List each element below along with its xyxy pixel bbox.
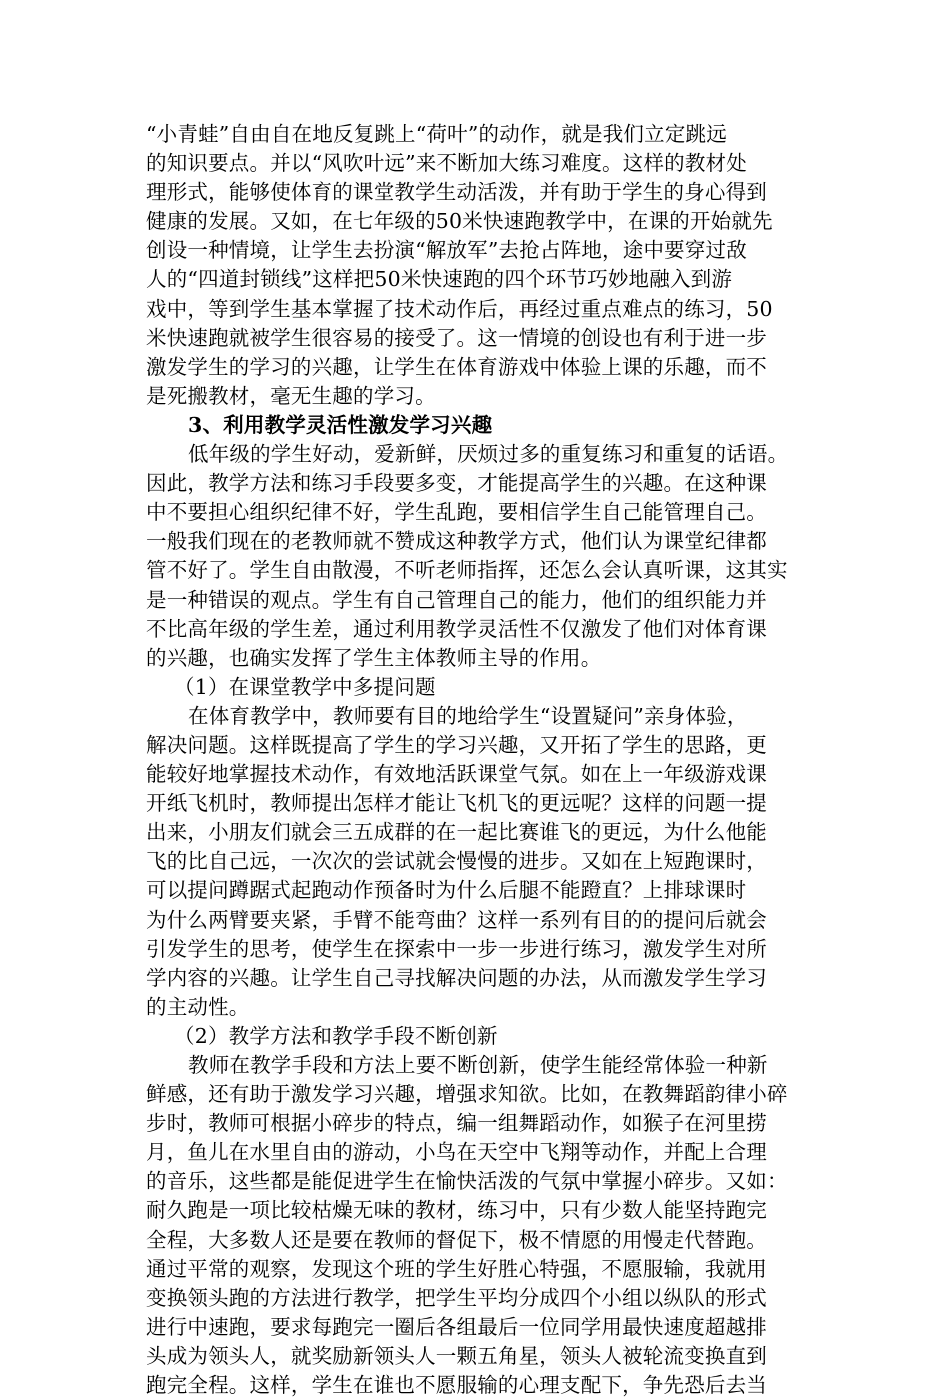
text-line: 可以提问蹲踞式起跑动作预备时为什么后腿不能蹬直？上排球课时 <box>146 878 747 903</box>
text-line: 跑完全程。这样，学生在谁也不愿服输的心理支配下，争先恐后去当 <box>146 1373 767 1398</box>
section-heading: 3、利用教学灵活性激发学习兴趣 <box>188 412 493 437</box>
document-body <box>146 120 806 1400</box>
paragraph-continuation <box>146 120 806 411</box>
text-line: 米快速跑就被学生很容易的接受了。这一情境的创设也有利于进一步 <box>146 325 767 350</box>
text-line: 耐久跑是一项比较枯燥无味的教材，练习中，只有少数人能坚持跑完 <box>146 1198 767 1223</box>
paragraph-flexibility <box>146 440 806 673</box>
text-line: 引发学生的思考，使学生在探索中一步一步进行练习，激发学生对所 <box>146 936 767 961</box>
text-line: 步时，教师可根据小碎步的特点，编一组舞蹈动作，如猴子在河里捞 <box>146 1111 767 1136</box>
text-line: 通过平常的观察，发现这个班的学生好胜心特强，不愿服输，我就用 <box>146 1256 767 1281</box>
text-line: 教师在教学手段和方法上要不断创新，使学生能经常体验一种新 <box>188 1053 768 1077</box>
text-line: 鲜感，还有助于激发学习兴趣，增强求知欲。比如，在教舞蹈韵律小碎 <box>146 1082 788 1107</box>
text-line: 能较好地掌握技术动作，有效地活跃课堂气氛。如在上一年级游戏课 <box>146 762 767 787</box>
text-line: 变换领头跑的方法进行教学，把学生平均分成四个小组以纵队的形式 <box>146 1285 767 1310</box>
text-line: 的音乐，这些都是能促进学生在愉快活泼的气氛中掌握小碎步。又如： <box>146 1169 788 1194</box>
text-line: “小青蛙”自由自在地反复跳上“荷叶”的动作，就是我们立定跳远 <box>146 122 727 146</box>
text-line: 的主动性。 <box>146 994 250 1019</box>
text-line: 不比高年级的学生差，通过利用教学灵活性不仅激发了他们对体育课 <box>146 616 767 641</box>
text-line: 一般我们现在的老教师就不赞成这种教学方式，他们认为课堂纪律都 <box>146 529 767 554</box>
text-line: 是死搬教材，毫无生趣的学习。 <box>146 383 436 408</box>
paragraph-innovation <box>146 1051 806 1400</box>
subsection-heading: （2）教学方法和教学手段不断创新 <box>174 1023 498 1048</box>
text-line: 头成为领头人，就奖励新领头人一颗五角星，领头人被轮流变换直到 <box>146 1343 767 1368</box>
text-line: 的兴趣，也确实发挥了学生主体教师主导的作用。 <box>146 645 602 670</box>
text-line: 全程，大多数人还是要在教师的督促下，极不情愿的用慢走代替跑。 <box>146 1227 767 1252</box>
text-line: 戏中，等到学生基本掌握了技术动作后，再经过重点难点的练习，50 <box>146 296 773 321</box>
text-line: 是一种错误的观点。学生有自己管理自己的能力，他们的组织能力并 <box>146 587 767 612</box>
text-line: 飞的比自己远，一次次的尝试就会慢慢的进步。又如在上短跑课时， <box>146 849 767 874</box>
text-line: 健康的发展。又如，在七年级的50米快速跑教学中，在课的开始就先 <box>146 209 773 234</box>
text-line: 因此，教学方法和练习手段要多变，才能提高学生的兴趣。在这种课 <box>146 471 767 496</box>
text-line: 的知识要点。并以“风吹叶远”来不断加大练习难度。这样的教材处 <box>146 151 747 176</box>
text-line: 开纸飞机时，教师提出怎样才能让飞机飞的更远呢？这样的问题一提 <box>146 791 767 816</box>
text-line: 出来，小朋友们就会三五成群的在一起比赛谁飞的更远，为什么他能 <box>146 820 767 845</box>
text-line: 管不好了。学生自由散漫，不听老师指挥，还怎么会认真听课，这其实 <box>146 558 788 583</box>
text-line: 创设一种情境，让学生去扮演“解放军”去抢占阵地，途中要穿过敌 <box>146 238 747 263</box>
text-line: 低年级的学生好动，爱新鲜，厌烦过多的重复练习和重复的话语。 <box>188 442 789 467</box>
text-line: 激发学生的学习的兴趣，让学生在体育游戏中体验上课的乐趣，而不 <box>146 354 767 379</box>
text-line: 理形式，能够使体育的课堂教学生动活泼，并有助于学生的身心得到 <box>146 180 767 205</box>
text-line: 人的“四道封锁线”这样把50米快速跑的四个环节巧妙地融入到游 <box>146 267 733 292</box>
text-line: 在体育教学中，教师要有目的地给学生“设置疑问”亲身体验， <box>188 703 748 728</box>
text-line: 进行中速跑，要求每跑完一圈后各组最后一位同学用最快速度超越排 <box>146 1314 767 1339</box>
subsection-heading: （1）在课堂教学中多提问题 <box>174 674 436 699</box>
text-line: 月，鱼儿在水里自由的游动，小鸟在天空中飞翔等动作，并配上合理 <box>146 1140 767 1165</box>
paragraph-questions <box>146 702 806 1022</box>
text-line: 为什么两臂要夹紧，手臂不能弯曲？这样一系列有目的的提问后就会 <box>146 907 767 932</box>
text-line: 学内容的兴趣。让学生自己寻找解决问题的办法，从而激发学生学习 <box>146 965 767 990</box>
text-line: 中不要担心组织纪律不好，学生乱跑，要相信学生自己能管理自己。 <box>146 500 767 525</box>
text-line: 解决问题。这样既提高了学生的学习兴趣，又开拓了学生的思路，更 <box>146 732 767 757</box>
